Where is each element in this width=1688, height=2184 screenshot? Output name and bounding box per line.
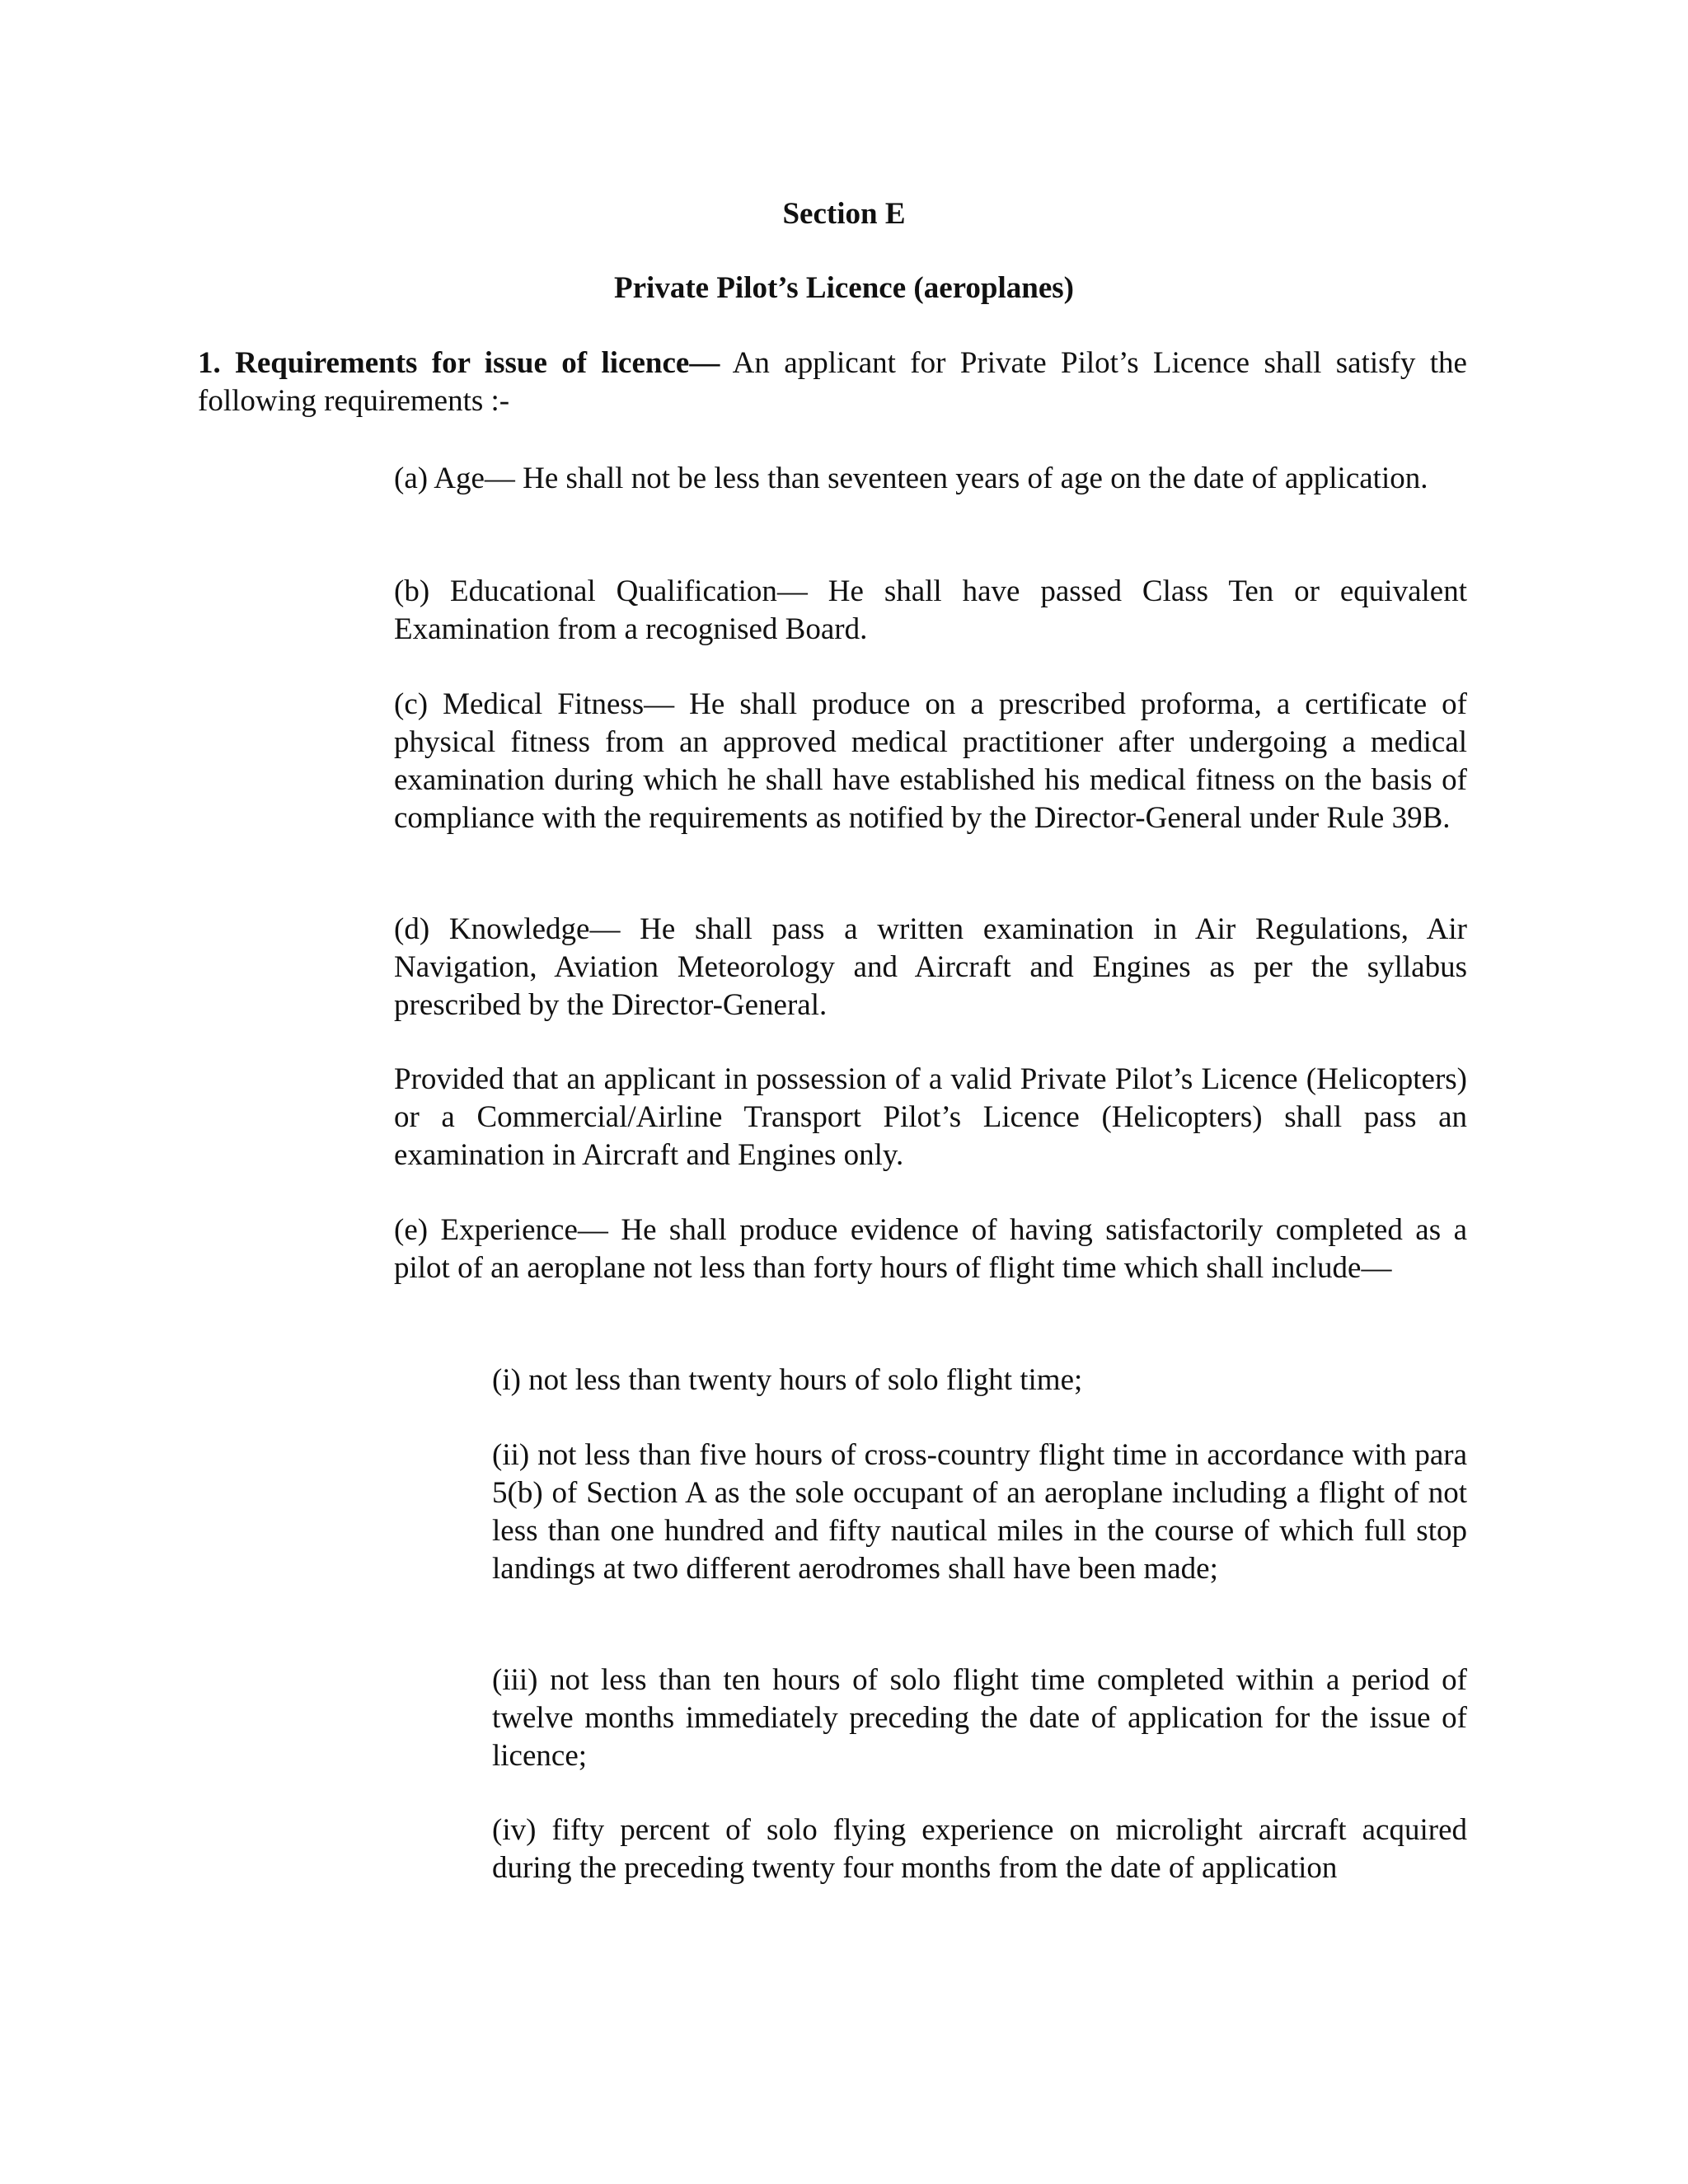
requirement-proviso: Provided that an applicant in possession of a valid Private Pilot’s Licence (Helicopters) or a Commercial/Airline Transport Pilot’s Licence (Helicopters) shall pass an examination in Aircraft and Engines only. [394,1062,1467,1172]
requirement-c-medical-fitness: (c) Medical Fitness— He shall produce on a prescribed proforma, a certificate of physical fitness from an approved medical practitioner after undergoing a medical examination during which he shall have established his medical fitness on the basis of compliance with the requirements as notified by the Director-General under Rule 39B. [394,687,1467,835]
experience-item-i: (i) not less than twenty hours of solo flight time; [492,1363,1083,1397]
item-1-text: An applicant for Private Pilot’s Licence shall satisfy the following requirements :- [198,346,1467,418]
licence-title: Private Pilot’s Licence (aeroplanes) [614,271,1074,305]
section-title: Section E [782,197,906,231]
requirement-e-experience: (e) Experience— He shall produce evidence of having satisfactorily completed as a pilot of an aeroplane not less than forty hours of flight time which shall include— [394,1213,1467,1285]
experience-item-iii: (iii) not less than ten hours of solo flight time completed within a period of twelve months immediately preceding the date of application for the issue of licence; [492,1663,1467,1773]
experience-item-ii: (ii) not less than five hours of cross-country flight time in accordance with para 5(b) of Section A as the sole occupant of an aeroplane including a flight of not less than one hundred and fifty nautical miles in the course of which full stop landings at two different aerodromes shall have been made; [492,1438,1467,1586]
experience-item-iv: (iv) fifty percent of solo flying experience on microlight aircraft acquired during the preceding twenty four months from the date of application [492,1813,1467,1885]
item-1-paragraph [198,344,1467,420]
item-1-heading: 1. Requirements for issue of licence— [198,346,720,380]
requirement-d-knowledge: (d) Knowledge— He shall pass a written examination in Air Regulations, Air Navigation, Aviation Meteorology and Aircraft and Engines as per the syllabus prescribed by the Director-General. [394,912,1467,1022]
requirement-b-education: (b) Educational Qualification— He shall have passed Class Ten or equivalent Examination from a recognised Board. [394,574,1467,646]
requirement-a-age: (a) Age— He shall not be less than seventeen years of age on the date of application. [394,462,1428,495]
